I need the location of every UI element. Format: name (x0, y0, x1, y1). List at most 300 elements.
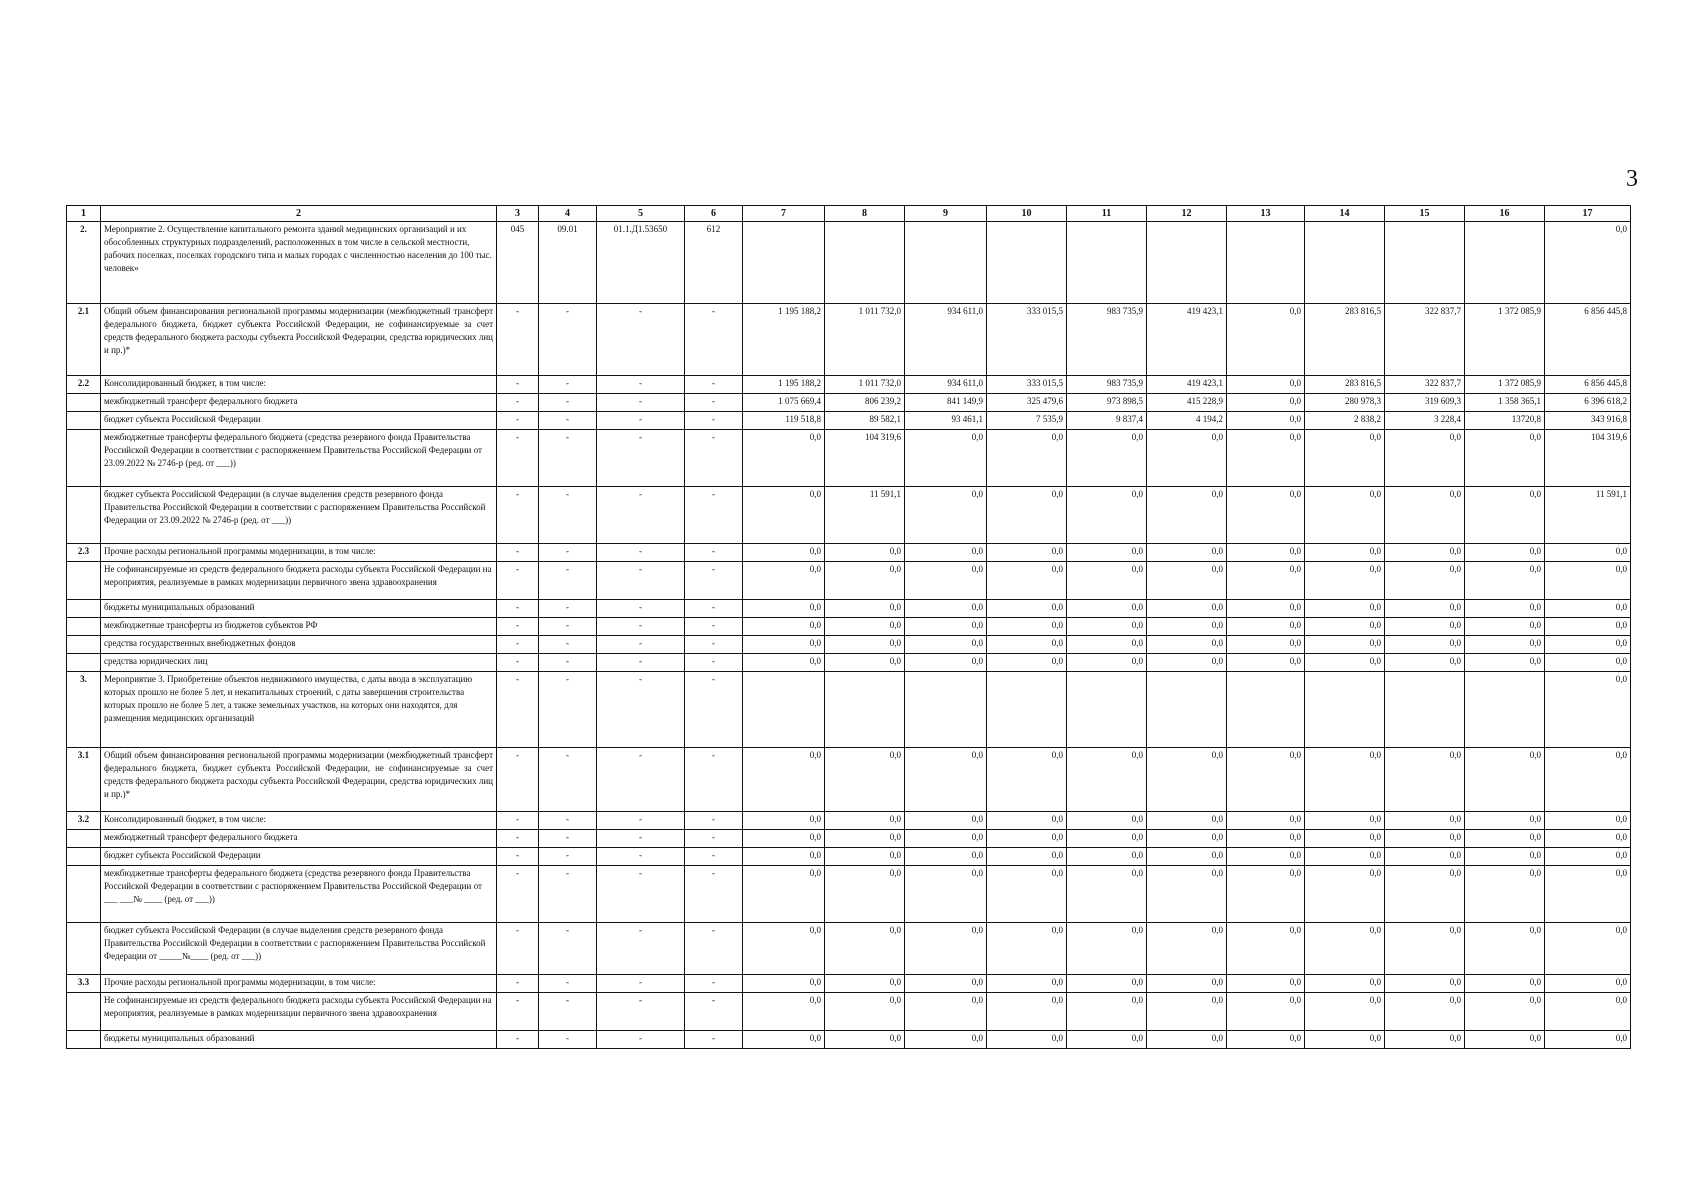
code-cell: - (539, 394, 597, 412)
value-cell (987, 222, 1067, 304)
code-cell: - (497, 600, 539, 618)
row-index-cell: 3.2 (67, 812, 101, 830)
value-cell: 0,0 (1465, 866, 1545, 923)
code-cell: - (539, 654, 597, 672)
value-cell: 0,0 (905, 830, 987, 848)
row-index-cell (67, 618, 101, 636)
value-cell (1067, 222, 1147, 304)
value-cell: 0,0 (1147, 866, 1227, 923)
code-cell: - (497, 394, 539, 412)
total-cell: 6 396 618,2 (1545, 394, 1631, 412)
value-cell: 0,0 (1227, 544, 1305, 562)
table-row (67, 412, 1631, 430)
value-cell: 1 075 669,4 (743, 394, 825, 412)
value-cell: 419 423,1 (1147, 304, 1227, 376)
code-cell: - (685, 672, 743, 748)
value-cell: 973 898,5 (1067, 394, 1147, 412)
code-cell: - (497, 866, 539, 923)
row-index-cell (67, 993, 101, 1031)
value-cell: 0,0 (987, 830, 1067, 848)
code-cell: - (539, 544, 597, 562)
value-cell: 0,0 (1147, 748, 1227, 812)
value-cell: 0,0 (1147, 1031, 1227, 1049)
code-cell: - (685, 412, 743, 430)
value-cell: 0,0 (1147, 562, 1227, 600)
value-cell: 0,0 (1067, 830, 1147, 848)
code-cell: - (539, 487, 597, 544)
value-cell: 0,0 (1227, 394, 1305, 412)
value-cell: 325 479,6 (987, 394, 1067, 412)
value-cell: 0,0 (1465, 748, 1545, 812)
value-cell: 0,0 (1305, 923, 1385, 975)
code-cell: - (539, 830, 597, 848)
value-cell: 0,0 (1227, 618, 1305, 636)
value-cell: 4 194,2 (1147, 412, 1227, 430)
value-cell: 0,0 (825, 636, 905, 654)
table-row (67, 1031, 1631, 1049)
row-index-cell (67, 848, 101, 866)
total-cell: 0,0 (1545, 636, 1631, 654)
total-cell: 0,0 (1545, 1031, 1631, 1049)
value-cell: 1 358 365,1 (1465, 394, 1545, 412)
value-cell: 0,0 (1305, 618, 1385, 636)
value-cell: 0,0 (1067, 636, 1147, 654)
table-row (67, 544, 1631, 562)
value-cell: 0,0 (1305, 544, 1385, 562)
row-description-cell: бюджеты муниципальных образований (101, 1031, 497, 1049)
value-cell: 0,0 (1385, 654, 1465, 672)
table-row (67, 923, 1631, 975)
value-cell (1385, 672, 1465, 748)
value-cell: 0,0 (1227, 848, 1305, 866)
value-cell: 0,0 (1067, 544, 1147, 562)
value-cell: 0,0 (1067, 866, 1147, 923)
value-cell: 0,0 (1227, 975, 1305, 993)
value-cell: 0,0 (825, 618, 905, 636)
value-cell: 0,0 (743, 544, 825, 562)
code-cell: - (539, 975, 597, 993)
value-cell: 0,0 (743, 600, 825, 618)
value-cell: 119 518,8 (743, 412, 825, 430)
total-cell: 0,0 (1545, 618, 1631, 636)
code-cell: - (685, 376, 743, 394)
table-row (67, 636, 1631, 654)
value-cell: 0,0 (905, 812, 987, 830)
table-row (67, 562, 1631, 600)
value-cell (905, 672, 987, 748)
value-cell: 0,0 (1305, 636, 1385, 654)
value-cell: 0,0 (1385, 562, 1465, 600)
value-cell: 0,0 (1305, 830, 1385, 848)
row-description-cell: Общий объем финансирования региональной программы модернизации (межбюджетный трансферт федерального бюджета, бюджет субъекта Российской Федерации, не софинансируемые за счет средств федерального бюджета расходы субъекта Российской Федерации, средства юридических лиц и пр.)* (101, 304, 497, 376)
value-cell: 0,0 (825, 866, 905, 923)
value-cell: 0,0 (1385, 993, 1465, 1031)
value-cell: 0,0 (1227, 654, 1305, 672)
value-cell: 0,0 (1465, 830, 1545, 848)
value-cell (1227, 222, 1305, 304)
code-cell: 09.01 (539, 222, 597, 304)
row-description-cell: бюджеты муниципальных образований (101, 600, 497, 618)
value-cell: 322 837,7 (1385, 376, 1465, 394)
table-row (67, 304, 1631, 376)
value-cell (987, 672, 1067, 748)
value-cell: 0,0 (1227, 412, 1305, 430)
code-cell: 045 (497, 222, 539, 304)
value-cell: 0,0 (1465, 487, 1545, 544)
value-cell: 0,0 (905, 993, 987, 1031)
value-cell: 333 015,5 (987, 376, 1067, 394)
row-index-cell: 2.2 (67, 376, 101, 394)
value-cell: 0,0 (1067, 600, 1147, 618)
value-cell: 1 195 188,2 (743, 376, 825, 394)
value-cell: 0,0 (1067, 993, 1147, 1031)
value-cell: 3 228,4 (1385, 412, 1465, 430)
value-cell: 0,0 (987, 654, 1067, 672)
column-number: 6 (685, 206, 743, 222)
value-cell: 1 011 732,0 (825, 376, 905, 394)
row-index-cell (67, 487, 101, 544)
column-number: 13 (1227, 206, 1305, 222)
row-index-cell (67, 654, 101, 672)
value-cell: 2 838,2 (1305, 412, 1385, 430)
value-cell: 0,0 (825, 812, 905, 830)
table-row (67, 748, 1631, 812)
total-cell: 6 856 445,8 (1545, 304, 1631, 376)
value-cell: 9 837,4 (1067, 412, 1147, 430)
table-row (67, 672, 1631, 748)
code-cell: - (685, 812, 743, 830)
value-cell: 0,0 (1385, 812, 1465, 830)
table-row (67, 222, 1631, 304)
value-cell: 0,0 (905, 866, 987, 923)
value-cell: 0,0 (1147, 544, 1227, 562)
row-description-cell: Мероприятие 3. Приобретение объектов недвижимого имущества, с даты ввода в эксплуатацию которых прошло не более 5 лет, и некапитальных строений, с даты завершения строительства которых прошло не более 5 лет, а также земельных участков, на которых они находятся, для размещения медицинских организаций (101, 672, 497, 748)
code-cell: - (497, 748, 539, 812)
code-cell: - (597, 993, 685, 1031)
code-cell: - (539, 430, 597, 487)
row-description-cell: Не софинансируемые из средств федерального бюджета расходы субъекта Российской Федерации на мероприятия, реализуемые в рамках модернизации первичного звена здравоохранения (101, 993, 497, 1031)
value-cell: 0,0 (1147, 600, 1227, 618)
value-cell (1147, 222, 1227, 304)
row-description-cell: бюджет субъекта Российской Федерации (101, 848, 497, 866)
code-cell: 01.1.Д1.53650 (597, 222, 685, 304)
value-cell: 0,0 (987, 618, 1067, 636)
value-cell: 333 015,5 (987, 304, 1067, 376)
row-index-cell (67, 866, 101, 923)
value-cell: 283 816,5 (1305, 376, 1385, 394)
value-cell: 0,0 (743, 848, 825, 866)
value-cell: 0,0 (1465, 848, 1545, 866)
row-index-cell (67, 430, 101, 487)
value-cell: 0,0 (1305, 848, 1385, 866)
value-cell: 0,0 (1385, 618, 1465, 636)
code-cell: - (685, 848, 743, 866)
value-cell (1147, 672, 1227, 748)
value-cell: 0,0 (905, 618, 987, 636)
code-cell: - (685, 544, 743, 562)
code-cell: - (597, 600, 685, 618)
page-number: 3 (1626, 166, 1638, 192)
code-cell: - (685, 975, 743, 993)
value-cell: 841 149,9 (905, 394, 987, 412)
code-cell: - (539, 812, 597, 830)
column-number: 8 (825, 206, 905, 222)
code-cell: - (685, 562, 743, 600)
code-cell: - (597, 618, 685, 636)
value-cell: 0,0 (905, 430, 987, 487)
code-cell: - (597, 304, 685, 376)
value-cell: 0,0 (743, 830, 825, 848)
value-cell: 0,0 (1385, 848, 1465, 866)
value-cell: 0,0 (1227, 487, 1305, 544)
column-number: 12 (1147, 206, 1227, 222)
code-cell: - (539, 993, 597, 1031)
value-cell: 0,0 (743, 748, 825, 812)
value-cell: 93 461,1 (905, 412, 987, 430)
value-cell: 0,0 (743, 562, 825, 600)
column-number: 5 (597, 206, 685, 222)
row-description-cell: бюджет субъекта Российской Федерации (101, 412, 497, 430)
value-cell: 0,0 (1067, 618, 1147, 636)
code-cell: 612 (685, 222, 743, 304)
value-cell: 283 816,5 (1305, 304, 1385, 376)
code-cell: - (597, 812, 685, 830)
column-number: 16 (1465, 206, 1545, 222)
value-cell: 0,0 (905, 748, 987, 812)
value-cell: 0,0 (1227, 636, 1305, 654)
value-cell (905, 222, 987, 304)
code-cell: - (539, 1031, 597, 1049)
value-cell: 11 591,1 (825, 487, 905, 544)
code-cell: - (597, 487, 685, 544)
value-cell: 89 582,1 (825, 412, 905, 430)
row-description-cell: межбюджетный трансферт федерального бюджета (101, 830, 497, 848)
value-cell: 806 239,2 (825, 394, 905, 412)
row-description-cell: межбюджетные трансферты федерального бюджета (средства резервного фонда Правительства Российской Федерации в соответствии с распоряжением Правительства Российской Федерации от ___ ___№ ____ (ред. от ___)) (101, 866, 497, 923)
value-cell: 0,0 (987, 487, 1067, 544)
value-cell: 0,0 (1465, 975, 1545, 993)
value-cell: 0,0 (1147, 487, 1227, 544)
value-cell: 0,0 (1465, 993, 1545, 1031)
code-cell: - (539, 923, 597, 975)
value-cell: 0,0 (1305, 562, 1385, 600)
code-cell: - (685, 618, 743, 636)
row-description-cell: межбюджетные трансферты из бюджетов субъектов РФ (101, 618, 497, 636)
value-cell: 0,0 (743, 636, 825, 654)
value-cell (1067, 672, 1147, 748)
code-cell: - (497, 993, 539, 1031)
total-cell: 0,0 (1545, 830, 1631, 848)
value-cell: 0,0 (743, 654, 825, 672)
code-cell: - (497, 812, 539, 830)
value-cell: 0,0 (1385, 866, 1465, 923)
code-cell: - (685, 1031, 743, 1049)
value-cell: 0,0 (1147, 654, 1227, 672)
value-cell: 0,0 (1305, 812, 1385, 830)
value-cell: 0,0 (1067, 923, 1147, 975)
value-cell (743, 672, 825, 748)
value-cell: 0,0 (1305, 654, 1385, 672)
value-cell: 0,0 (1385, 636, 1465, 654)
value-cell: 0,0 (1227, 866, 1305, 923)
value-cell: 419 423,1 (1147, 376, 1227, 394)
code-cell: - (685, 830, 743, 848)
column-number: 11 (1067, 206, 1147, 222)
value-cell: 0,0 (1147, 830, 1227, 848)
total-cell: 0,0 (1545, 923, 1631, 975)
value-cell: 0,0 (1465, 923, 1545, 975)
total-cell: 0,0 (1545, 600, 1631, 618)
value-cell: 0,0 (1227, 600, 1305, 618)
value-cell: 280 978,3 (1305, 394, 1385, 412)
value-cell: 0,0 (987, 562, 1067, 600)
value-cell: 1 372 085,9 (1465, 376, 1545, 394)
row-index-cell: 2.3 (67, 544, 101, 562)
value-cell: 0,0 (987, 812, 1067, 830)
row-description-cell: бюджет субъекта Российской Федерации (в случае выделения средств резервного фонда Правительства Российской Федерации в соответствии с распоряжением Правительства Российской Федерации от 23.09.2022 № 2746-р (ред. от ___)) (101, 487, 497, 544)
column-number: 2 (101, 206, 497, 222)
row-description-cell: межбюджетный трансферт федерального бюджета (101, 394, 497, 412)
total-cell: 0,0 (1545, 222, 1631, 304)
value-cell: 415 228,9 (1147, 394, 1227, 412)
value-cell: 0,0 (743, 993, 825, 1031)
total-cell: 0,0 (1545, 562, 1631, 600)
code-cell: - (597, 376, 685, 394)
value-cell: 0,0 (987, 636, 1067, 654)
row-index-cell (67, 830, 101, 848)
value-cell: 0,0 (825, 562, 905, 600)
value-cell: 0,0 (825, 848, 905, 866)
code-cell: - (497, 618, 539, 636)
code-cell: - (597, 562, 685, 600)
total-cell: 343 916,8 (1545, 412, 1631, 430)
table-row (67, 487, 1631, 544)
code-cell: - (539, 304, 597, 376)
code-cell: - (597, 636, 685, 654)
table-row (67, 975, 1631, 993)
value-cell: 0,0 (1465, 636, 1545, 654)
value-cell: 0,0 (1305, 487, 1385, 544)
column-number: 3 (497, 206, 539, 222)
row-description-cell: средства государственных внебюджетных фондов (101, 636, 497, 654)
row-index-cell (67, 562, 101, 600)
code-cell: - (497, 544, 539, 562)
row-description-cell: Не софинансируемые из средств федерального бюджета расходы субъекта Российской Федерации на мероприятия, реализуемые в рамках модернизации первичного звена здравоохранения (101, 562, 497, 600)
code-cell: - (597, 544, 685, 562)
value-cell: 934 611,0 (905, 376, 987, 394)
value-cell: 0,0 (987, 993, 1067, 1031)
financing-table (66, 205, 1631, 1049)
value-cell: 0,0 (905, 848, 987, 866)
value-cell: 0,0 (825, 993, 905, 1031)
row-index-cell (67, 1031, 101, 1049)
code-cell: - (597, 412, 685, 430)
total-cell: 0,0 (1545, 812, 1631, 830)
value-cell: 0,0 (987, 848, 1067, 866)
value-cell: 0,0 (1067, 748, 1147, 812)
code-cell: - (497, 848, 539, 866)
code-cell: - (539, 412, 597, 430)
value-cell: 0,0 (905, 562, 987, 600)
value-cell: 0,0 (1147, 812, 1227, 830)
value-cell: 0,0 (743, 618, 825, 636)
code-cell: - (497, 412, 539, 430)
value-cell: 0,0 (1305, 748, 1385, 812)
value-cell: 0,0 (1385, 430, 1465, 487)
value-cell: 0,0 (1227, 993, 1305, 1031)
table-row (67, 848, 1631, 866)
column-number: 17 (1545, 206, 1631, 222)
code-cell: - (685, 866, 743, 923)
value-cell: 1 011 732,0 (825, 304, 905, 376)
value-cell: 0,0 (1305, 430, 1385, 487)
code-cell: - (539, 562, 597, 600)
code-cell: - (539, 600, 597, 618)
value-cell: 0,0 (1465, 618, 1545, 636)
code-cell: - (497, 487, 539, 544)
value-cell: 0,0 (825, 1031, 905, 1049)
value-cell: 13720,8 (1465, 412, 1545, 430)
value-cell: 0,0 (1067, 562, 1147, 600)
code-cell: - (597, 430, 685, 487)
value-cell: 0,0 (1227, 1031, 1305, 1049)
row-description-cell: Мероприятие 2. Осуществление капитального ремонта зданий медицинских организаций и их обособленных структурных подразделений, расположенных в том числе в сельской местности, рабочих поселках, поселках городского типа и малых городах с численностью населения до 100 тыс. человек» (101, 222, 497, 304)
value-cell (1305, 672, 1385, 748)
value-cell: 983 735,9 (1067, 304, 1147, 376)
row-index-cell (67, 394, 101, 412)
value-cell (1465, 222, 1545, 304)
code-cell: - (497, 672, 539, 748)
code-cell: - (597, 672, 685, 748)
value-cell: 0,0 (743, 1031, 825, 1049)
value-cell: 0,0 (1067, 975, 1147, 993)
value-cell: 0,0 (1465, 1031, 1545, 1049)
value-cell: 0,0 (743, 487, 825, 544)
value-cell: 0,0 (1385, 487, 1465, 544)
code-cell: - (539, 848, 597, 866)
value-cell: 0,0 (1227, 923, 1305, 975)
value-cell: 0,0 (1227, 562, 1305, 600)
code-cell: - (597, 1031, 685, 1049)
column-number-row (67, 206, 1631, 222)
row-index-cell (67, 600, 101, 618)
table-row (67, 394, 1631, 412)
value-cell (743, 222, 825, 304)
table-row (67, 618, 1631, 636)
code-cell: - (685, 748, 743, 812)
value-cell: 0,0 (1147, 848, 1227, 866)
value-cell: 0,0 (1147, 993, 1227, 1031)
value-cell (825, 672, 905, 748)
value-cell: 0,0 (1147, 618, 1227, 636)
value-cell: 0,0 (905, 600, 987, 618)
table-row (67, 654, 1631, 672)
value-cell: 0,0 (905, 923, 987, 975)
code-cell: - (539, 672, 597, 748)
value-cell: 0,0 (1385, 923, 1465, 975)
row-index-cell: 3.3 (67, 975, 101, 993)
value-cell: 0,0 (1067, 848, 1147, 866)
column-number: 15 (1385, 206, 1465, 222)
total-cell: 0,0 (1545, 748, 1631, 812)
value-cell: 0,0 (1227, 376, 1305, 394)
code-cell: - (597, 866, 685, 923)
code-cell: - (597, 848, 685, 866)
total-cell: 0,0 (1545, 993, 1631, 1031)
row-index-cell: 2. (67, 222, 101, 304)
code-cell: - (497, 975, 539, 993)
value-cell: 0,0 (1227, 812, 1305, 830)
